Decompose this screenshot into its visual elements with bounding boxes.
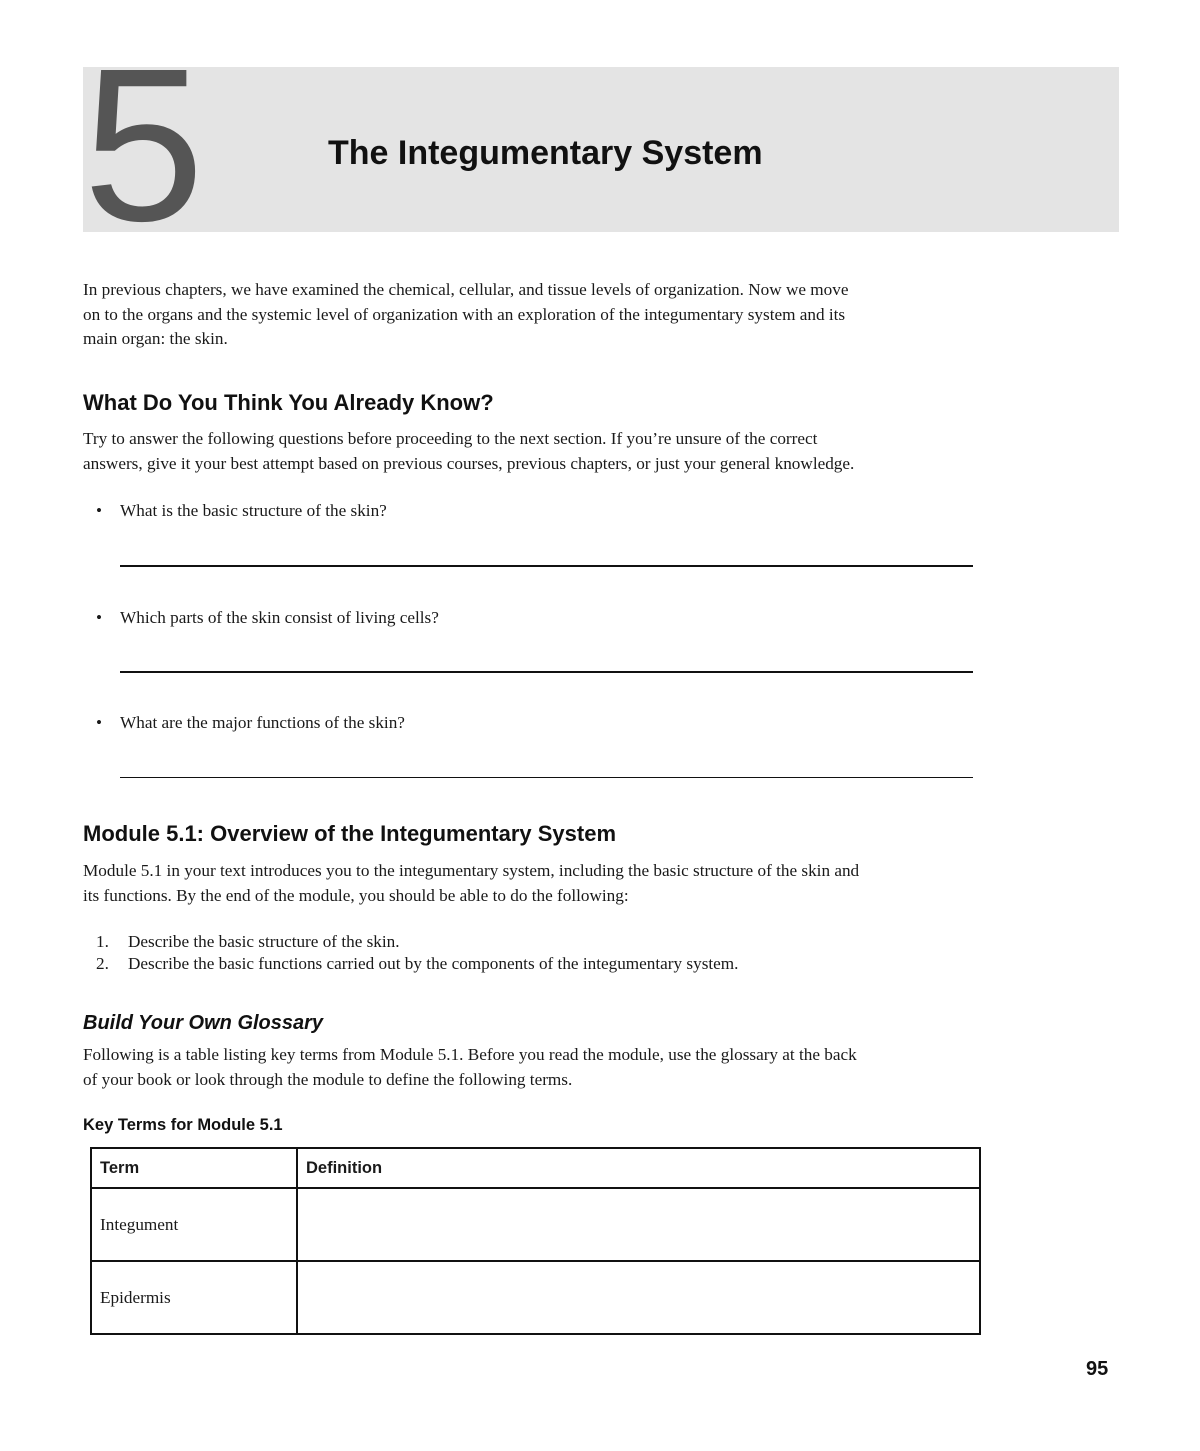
column-header-term: Term [91, 1148, 297, 1188]
module-line: Module 5.1 in your text introduces you to the integumentary system, including the basic structure of the skin and [83, 861, 860, 880]
section-heading-already-know: What Do You Think You Already Know? [83, 390, 494, 415]
module-paragraph [83, 859, 983, 908]
answer-line[interactable] [120, 565, 973, 567]
intro-line: In previous chapters, we have examined the chemical, cellular, and tissue levels of organization. Now we move [83, 280, 849, 299]
already-know-line: Try to answer the following questions before proceeding to the next section. If you’re unsure of the correct [83, 429, 818, 448]
page-number: 95 [1086, 1358, 1109, 1380]
table-row [91, 1188, 980, 1261]
question-text: What are the major functions of the skin? [120, 713, 405, 732]
chapter-number: 5 [83, 24, 205, 267]
table-row [91, 1261, 980, 1334]
answer-line[interactable] [120, 777, 973, 778]
objective-number: 2. [96, 954, 109, 973]
intro-line: on to the organs and the systemic level of organization with an exploration of the integumentary system and its [83, 304, 846, 324]
objective-number: 1. [96, 932, 109, 951]
term-cell: Integument [91, 1188, 297, 1261]
chapter-title: The Integumentary System [328, 134, 763, 172]
objective-text: Describe the basic functions carried out by the components of the integumentary system. [128, 954, 739, 973]
definition-cell[interactable] [297, 1261, 980, 1334]
bullet-icon: • [96, 713, 103, 732]
intro-paragraph [83, 278, 983, 352]
column-header-definition: Definition [297, 1148, 980, 1188]
question-text: Which parts of the skin consist of living cells? [120, 608, 439, 627]
question-text: What is the basic structure of the skin? [120, 501, 387, 520]
table-caption: Key Terms for Module 5.1 [83, 1116, 283, 1134]
intro-line: main organ: the skin. [83, 329, 228, 348]
subheading-glossary: Build Your Own Glossary [83, 1012, 324, 1034]
already-know-paragraph [83, 427, 983, 476]
already-know-line: answers, give it your best attempt based on previous courses, previous chapters, or just your general knowledge. [83, 453, 855, 473]
section-heading-module: Module 5.1: Overview of the Integumentary System [83, 821, 617, 846]
answer-line[interactable] [120, 671, 973, 673]
table-header-row [91, 1148, 980, 1188]
key-terms-table [90, 1147, 981, 1335]
bullet-icon: • [96, 608, 103, 627]
glossary-paragraph [83, 1043, 983, 1092]
term-cell: Epidermis [91, 1261, 297, 1334]
objective-text: Describe the basic structure of the skin. [128, 932, 400, 951]
module-line: its functions. By the end of the module, you should be able to do the following: [83, 885, 629, 905]
glossary-line: Following is a table listing key terms from Module 5.1. Before you read the module, use the glossary at the back [83, 1045, 857, 1064]
bullet-icon: • [96, 501, 103, 520]
definition-cell[interactable] [297, 1188, 980, 1261]
glossary-line: of your book or look through the module to define the following terms. [83, 1069, 573, 1089]
